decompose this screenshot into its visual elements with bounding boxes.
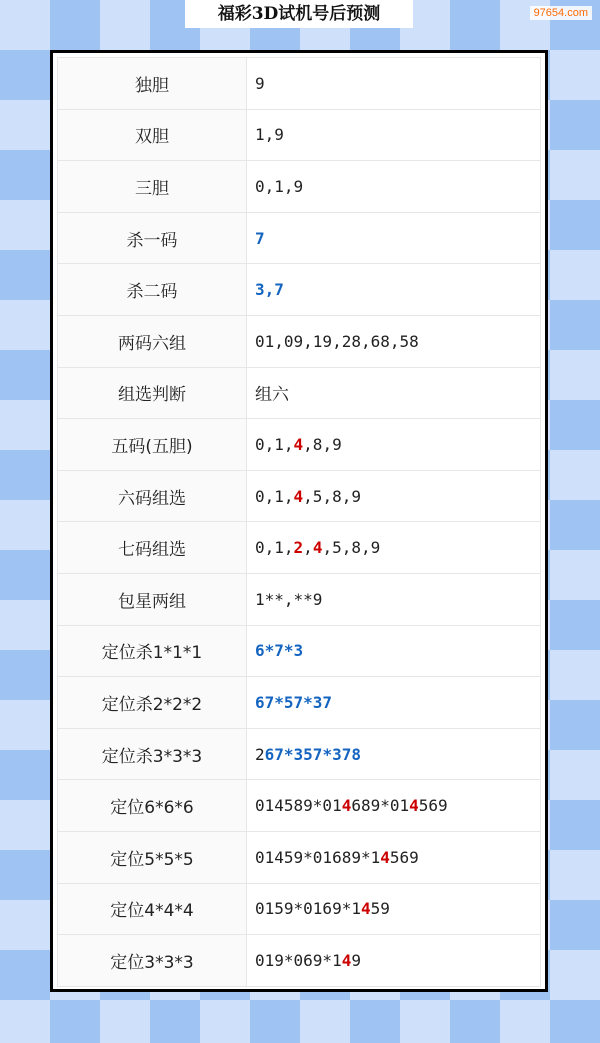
value-text: 569 xyxy=(418,796,448,816)
row-value xyxy=(247,315,541,367)
value-text: ,5,8,9 xyxy=(322,538,381,558)
value-text: 组六 xyxy=(255,385,289,406)
value-text: 0,1, xyxy=(255,486,294,506)
page-title: 福彩3D试机号后预测 xyxy=(185,0,413,28)
value-text: 014589*01 xyxy=(255,796,342,816)
row-label: 定位杀3*3*3 xyxy=(58,728,247,780)
table-row xyxy=(58,315,541,367)
table-row xyxy=(58,161,541,213)
kill-number: 67*357*378 xyxy=(264,744,361,764)
row-value xyxy=(247,109,541,161)
value-text: 01459*01689*1 xyxy=(255,847,381,867)
row-label: 包星两组 xyxy=(58,573,247,625)
row-label: 两码六组 xyxy=(58,315,247,367)
table-row xyxy=(58,419,541,471)
kill-number: 6*7*3 xyxy=(255,641,304,661)
highlight-digit: 4 xyxy=(341,950,352,970)
table-row xyxy=(58,625,541,677)
table-row xyxy=(58,883,541,935)
site-watermark: 97654.com xyxy=(530,6,592,20)
table-row xyxy=(58,470,541,522)
prediction-rows xyxy=(58,58,541,987)
row-value xyxy=(247,264,541,316)
row-label: 杀一码 xyxy=(58,212,247,264)
row-value xyxy=(247,419,541,471)
value-text: 9 xyxy=(351,950,361,970)
row-label: 三胆 xyxy=(58,161,247,213)
value-text: 0159*0169*1 xyxy=(255,899,361,919)
table-row xyxy=(58,522,541,574)
row-label: 定位杀2*2*2 xyxy=(58,677,247,729)
table-row xyxy=(58,573,541,625)
row-value xyxy=(247,522,541,574)
value-text: 2 xyxy=(255,744,265,764)
value-text: 9 xyxy=(255,73,265,93)
value-text: 59 xyxy=(370,899,390,919)
kill-number: 7 xyxy=(255,228,265,248)
value-text: 689*01 xyxy=(351,796,410,816)
value-text: 0,1, xyxy=(255,434,294,454)
row-label: 定位5*5*5 xyxy=(58,831,247,883)
table-row xyxy=(58,780,541,832)
table-row xyxy=(58,728,541,780)
row-label: 组选判断 xyxy=(58,367,247,419)
value-text: 569 xyxy=(389,847,419,867)
row-label: 六码组选 xyxy=(58,470,247,522)
table-row xyxy=(58,109,541,161)
row-label: 七码组选 xyxy=(58,522,247,574)
highlight-digit: 4 xyxy=(409,796,419,816)
value-text: 0,1, xyxy=(255,538,294,558)
row-value xyxy=(247,935,541,987)
highlight-digit: 4 xyxy=(341,796,352,816)
highlight-digit: 4 xyxy=(293,434,304,454)
row-value xyxy=(247,161,541,213)
row-label: 定位3*3*3 xyxy=(58,935,247,987)
value-text: ,8,9 xyxy=(303,434,342,454)
table-row xyxy=(58,264,541,316)
value-text: 019*069*1 xyxy=(255,950,342,970)
table-row xyxy=(58,935,541,987)
row-label: 杀二码 xyxy=(58,264,247,316)
kill-number: 3,7 xyxy=(255,280,284,300)
table-row xyxy=(58,367,541,419)
value-text: 0,1,9 xyxy=(255,176,304,196)
row-label: 定位6*6*6 xyxy=(58,780,247,832)
row-value xyxy=(247,58,541,110)
value-text: ,5,8,9 xyxy=(303,486,361,506)
value-text: , xyxy=(303,538,313,558)
row-value xyxy=(247,212,541,264)
row-label: 五码(五胆) xyxy=(58,419,247,471)
row-label: 独胆 xyxy=(58,58,247,110)
row-value xyxy=(247,883,541,935)
value-text: 01,09,19,28,68,58 xyxy=(255,331,419,351)
table-row xyxy=(58,212,541,264)
row-label: 定位杀1*1*1 xyxy=(58,625,247,677)
highlight-digit: 4 xyxy=(293,486,304,506)
highlight-digit: 4 xyxy=(380,847,390,867)
row-value xyxy=(247,831,541,883)
row-value xyxy=(247,367,541,419)
prediction-table xyxy=(57,57,541,987)
table-row xyxy=(58,831,541,883)
row-value xyxy=(247,573,541,625)
row-label: 双胆 xyxy=(58,109,247,161)
row-value xyxy=(247,728,541,780)
row-label: 定位4*4*4 xyxy=(58,883,247,935)
row-value xyxy=(247,677,541,729)
value-text: 1**,**9 xyxy=(255,589,323,609)
prediction-card xyxy=(50,50,548,992)
table-row xyxy=(58,677,541,729)
kill-number: 67*57*37 xyxy=(255,692,333,712)
row-value xyxy=(247,780,541,832)
highlight-digit: 2 xyxy=(293,538,304,558)
highlight-digit: 4 xyxy=(312,538,323,558)
value-text: 1,9 xyxy=(255,125,284,145)
row-value xyxy=(247,625,541,677)
table-row xyxy=(58,58,541,110)
highlight-digit: 4 xyxy=(360,899,371,919)
row-value xyxy=(247,470,541,522)
